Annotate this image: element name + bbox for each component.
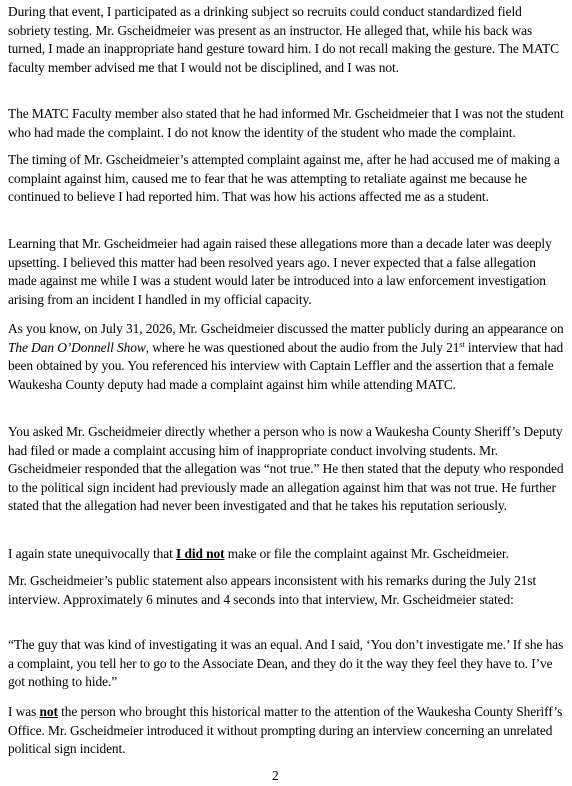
paragraph-retaliation-fear: The timing of Mr. Gscheidmeier’s attempted complaint against me, after he had accused me of making a complaint against him, caused me to fear that he was attempting to retaliate against me because he continued to believe I had reported him. That was how his actions affected me as a student. [8,152,560,205]
emphasis-not: not [39,704,58,719]
p7-text-1: I again state unequivocally that [8,546,177,561]
p10-text-2: the person who brought this historical matter to the attention of the Waukesha County Sheriff’s Office. Mr. Gscheidmeier introduced it without prompting during an interview concerning an unrelated political sign incident. [8,704,563,757]
page-number: 2 [272,768,279,783]
p5-text-1: As you know, on July 31, 2026, Mr. Gscheidmeier discussed the matter publicly during an appearance on [8,321,564,336]
paragraph-allegations-upsetting: Learning that Mr. Gscheidmeier had again raised these allegations more than a decade later was deeply upsetting. I believed this matter had been resolved years ago. I never expected that a false allegation made against me while I was a student would later be introduced into a law enforcement investigation arising from an incident I handled in my official capacity. [8,236,552,307]
show-title: The Dan O’Donnell Show [8,339,146,355]
paragraph-inconsistent-statement: Mr. Gscheidmeier’s public statement also appears inconsistent with his remarks during the July 21st interview. Approximately 6 minutes and 4 seconds into that interview, Mr. Gscheidmeier stated: [8,573,537,607]
paragraph-drinking-subject: During that event, I participated as a drinking subject so recruits could conduct standardized field sobriety testing. Mr. Gscheidmeier was present as an instructor. He alleged that, while his back was turned, I made an inappropriate hand gesture toward him. I do not recall making the gesture. The MATC faculty member advised me that I would not be disciplined, and I was not. [8,4,559,75]
p7-text-2: make or file the complaint against Mr. Gscheidmeier. [224,546,509,561]
ordinal-suffix: st [459,339,465,349]
paragraph-direct-question: You asked Mr. Gscheidmeier directly whether a person who is now a Waukesha County Sheriff’s Deputy had filed or made a complaint accusing him of inappropriate conduct involving students. Mr. Gscheidmeier responded that the allegation was “not true.” He then stated that the deputy who responded to the political sign incident had previously made an allegation against him that was not true. He further stated that the allegation had never been investigated and that he takes his reputation seriously. [8,424,564,514]
emphasis-did-not: I did not [176,546,225,561]
paragraph-not-the-person [8,703,564,759]
p10-text-1: I was [8,704,40,719]
paragraph-faculty-statement: The MATC Faculty member also stated that he had informed Mr. Gscheidmeier that I was not the student who had made the complaint. I do not know the identity of the student who made the complaint. [8,106,564,140]
p5-text-3: interview that had been obtained by you. You referenced his interview with Captain Leffler and the assertion that a female Waukesha County deputy had made a complaint against him while attending MATC. [8,339,564,392]
p5-text-2: , where he was questioned about the audio from the July 21 [145,339,460,355]
paragraph-unequivocal-statement [8,545,509,564]
paragraph-radio-show [8,320,564,394]
paragraph-quote: “The guy that was kind of investigating it was an equal. And I said, ‘You don’t investigate me.’ If she has a complaint, you tell her to go to the Associate Dean, and they do it the way they feel they have to. I’ve got nothing to hide.” [8,637,564,690]
